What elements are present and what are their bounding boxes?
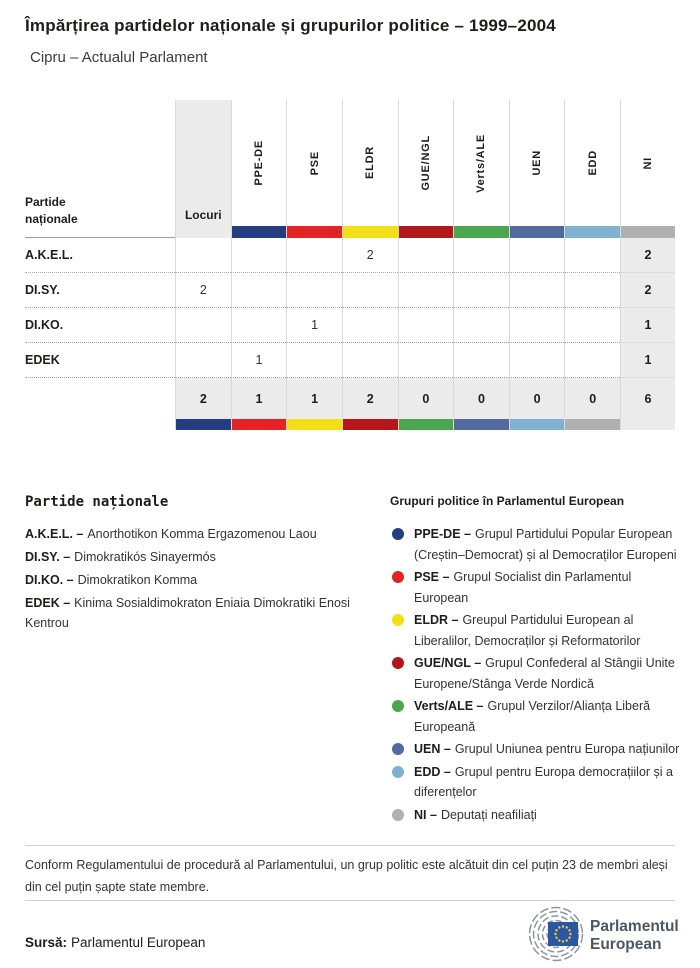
- group-color-dot: [392, 766, 404, 778]
- table-cell: [509, 308, 565, 343]
- locuri-total-cell: 6: [620, 378, 675, 419]
- locuri-cell: 2: [620, 273, 675, 308]
- column-header-verts-ale: Verts/ALE: [453, 100, 509, 226]
- eu-flag-icon: [548, 922, 578, 946]
- table-cell: [175, 308, 231, 343]
- group-color-bar: [564, 226, 620, 238]
- table-cell: [231, 308, 287, 343]
- total-cell: 0: [509, 378, 565, 419]
- spacer: [25, 419, 175, 430]
- column-header-locuri: Locuri: [175, 100, 231, 238]
- table-cell: 2: [175, 273, 231, 308]
- source-label: Sursă:: [25, 935, 68, 950]
- table-cell: [509, 343, 565, 378]
- group-color-bar: [175, 419, 231, 430]
- group-color-bar: [398, 226, 454, 238]
- column-header-eldr: ELDR: [342, 100, 398, 226]
- legend-party-item: A.K.E.L. – Anorthotikon Komma Ergazomenou Laou: [25, 527, 317, 541]
- table-cell: [286, 238, 342, 273]
- group-color-bar: [342, 226, 398, 238]
- legend-party-item: EDEK – Kinima Sosialdimokraton Eniaia Dimokratiki Enosi Kentrou: [25, 596, 350, 630]
- legend-group-item: NI – Deputați neafiliați: [390, 805, 686, 826]
- locuri-cell: 1: [620, 308, 675, 343]
- legend-party-item: DI.SY. – Dimokratikós Sinayermós: [25, 550, 216, 564]
- row-header-label: Partide naționale: [25, 195, 78, 226]
- table-cell: [175, 343, 231, 378]
- column-header-gue-ngl: GUE/NGL: [398, 100, 454, 226]
- table-cell: [342, 273, 398, 308]
- group-color-bar: [398, 419, 454, 430]
- table-cell: 1: [286, 308, 342, 343]
- group-color-dot: [392, 528, 404, 540]
- source-value: Parlamentul European: [71, 935, 206, 950]
- table-cell: [342, 343, 398, 378]
- party-row-label: EDEK: [25, 343, 175, 378]
- legend-group-item: UEN – Grupul Uniunea pentru Europa națiunilor: [390, 739, 686, 760]
- party-row-label: DI.SY.: [25, 273, 175, 308]
- table-cell: [398, 343, 454, 378]
- legend-parties-heading: Partide naționale: [25, 494, 169, 510]
- logo-text-line2: European: [590, 936, 662, 953]
- group-color-dot: [392, 743, 404, 755]
- source-line: [25, 935, 205, 950]
- legend-group-item: Verts/ALE – Grupul Verzilor/Alianța Liberă Europeană: [390, 696, 686, 737]
- legend-political-groups: [390, 494, 686, 827]
- group-color-bar: [453, 226, 509, 238]
- total-cell: 0: [453, 378, 509, 419]
- table-cell: [398, 273, 454, 308]
- total-cell: 1: [231, 378, 287, 419]
- table-cell: 2: [342, 238, 398, 273]
- total-cell: 2: [175, 378, 231, 419]
- table-cell: [564, 308, 620, 343]
- group-color-dot: [392, 657, 404, 669]
- logo-text-line1: Parlamentul: [590, 918, 679, 935]
- group-color-bar: [564, 419, 620, 430]
- legend-groups-heading: Grupuri politice în Parlamentul European: [390, 494, 625, 508]
- table-cell: [509, 273, 565, 308]
- column-header-pse: PSE: [286, 100, 342, 226]
- total-cell: 1: [286, 378, 342, 419]
- group-color-dot: [392, 571, 404, 583]
- group-color-bar: [231, 419, 287, 430]
- legend-party-item: DI.KO. – Dimokratikon Komma: [25, 573, 198, 587]
- table-cell: [453, 238, 509, 273]
- total-cell: 0: [398, 378, 454, 419]
- table-cell: [175, 238, 231, 273]
- seats-table: [25, 100, 675, 430]
- table-corner-header: [25, 100, 175, 238]
- group-color-dot: [392, 614, 404, 626]
- group-color-bar: [620, 226, 675, 238]
- european-parliament-logo: [512, 905, 690, 963]
- table-cell: [398, 308, 454, 343]
- table-cell: [453, 343, 509, 378]
- table-cell: [286, 273, 342, 308]
- legend-group-item: PSE – Grupul Socialist din Parlamentul European: [390, 567, 686, 608]
- group-color-bar: [342, 419, 398, 430]
- group-color-bar: [286, 226, 342, 238]
- table-cell: 1: [231, 343, 287, 378]
- divider: [25, 900, 675, 901]
- party-row-label: DI.KO.: [25, 308, 175, 343]
- table-cell: [509, 238, 565, 273]
- legend-group-item: ELDR – Greupul Partidului European al Liberalilor, Democraților și Reformatorilor: [390, 610, 686, 651]
- column-header-ppe-de: PPE-DE: [231, 100, 287, 226]
- locuri-cell: 1: [620, 343, 675, 378]
- page-subtitle: Cipru – Actualul Parlament: [30, 49, 208, 66]
- table-cell: [231, 238, 287, 273]
- table-cell: [453, 308, 509, 343]
- party-row-label: A.K.E.L.: [25, 238, 175, 273]
- footnote-text: Conform Regulamentului de procedură al Parlamentului, un grup politic este alcătuit din cel puțin 23 de membri aleși din cel puțin șapte state membre.: [25, 858, 668, 894]
- group-color-dot: [392, 809, 404, 821]
- legend-group-item: EDD – Grupul pentru Europa democrațiilor și a diferențelor: [390, 762, 686, 803]
- table-cell: [231, 273, 287, 308]
- group-color-bar: [509, 419, 565, 430]
- column-header-uen: UEN: [509, 100, 565, 226]
- table-cell: [564, 343, 620, 378]
- total-cell: 0: [564, 378, 620, 419]
- legend-group-item: PPE-DE – Grupul Partidului Popular European (Creștin–Democrat) și al Democraților Europeni: [390, 524, 686, 565]
- table-cell: [342, 308, 398, 343]
- group-color-bar: [231, 226, 287, 238]
- group-color-dot: [392, 700, 404, 712]
- group-color-bar: [286, 419, 342, 430]
- table-cell: [398, 238, 454, 273]
- legend-group-item: GUE/NGL – Grupul Confederal al Stângii Unite Europene/Stânga Verde Nordică: [390, 653, 686, 694]
- column-header-ni: NI: [620, 100, 675, 226]
- table-cell: [453, 273, 509, 308]
- column-header-edd: EDD: [564, 100, 620, 226]
- table-cell: [564, 273, 620, 308]
- legend-national-parties: [25, 494, 365, 636]
- totals-row-label: [25, 378, 175, 419]
- table-cell: [286, 343, 342, 378]
- page-title: Împărțirea partidelor naționale și grupurilor politice – 1999–2004: [25, 16, 556, 35]
- divider: [25, 845, 675, 846]
- group-color-bar: [509, 226, 565, 238]
- locuri-column-footer: [620, 419, 675, 430]
- table-cell: [564, 238, 620, 273]
- locuri-cell: 2: [620, 238, 675, 273]
- group-color-bar: [453, 419, 509, 430]
- total-cell: 2: [342, 378, 398, 419]
